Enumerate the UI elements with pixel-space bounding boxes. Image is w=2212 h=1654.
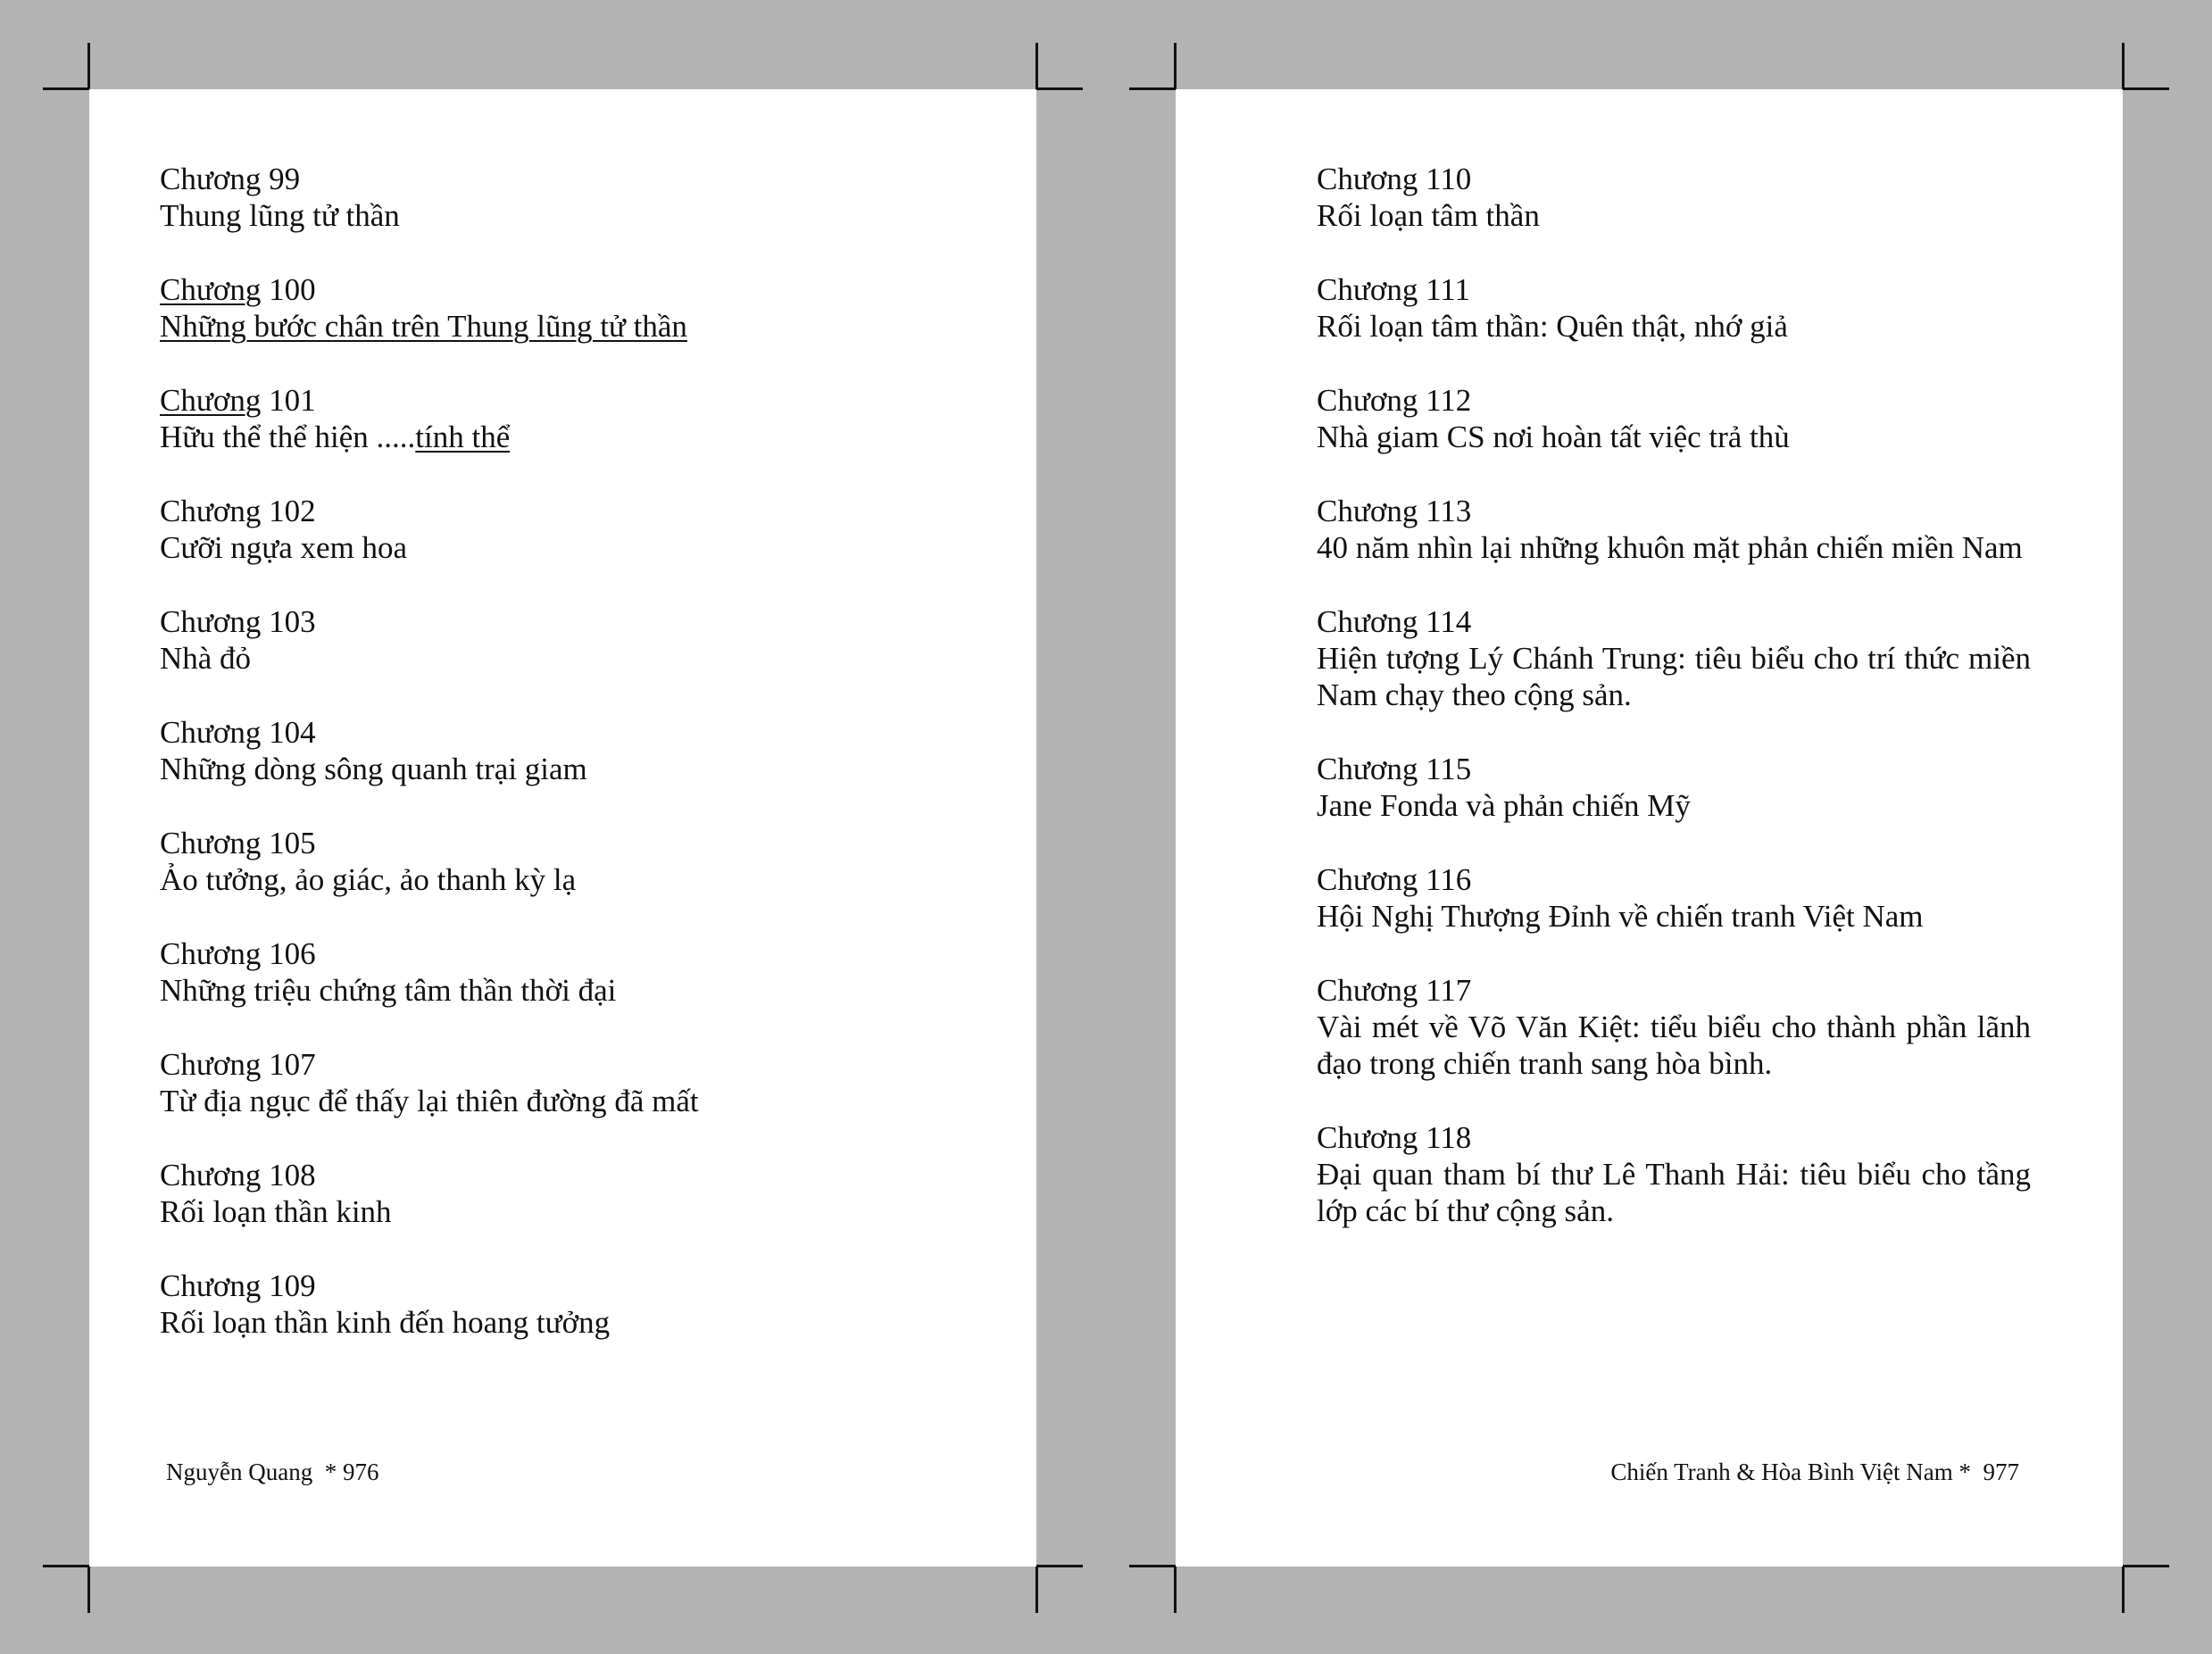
- chapter-number: Chương 101: [160, 383, 316, 418]
- crop-mark: [87, 1567, 90, 1613]
- chapter-entry: [1317, 861, 2031, 935]
- crop-mark: [1035, 1567, 1038, 1613]
- chapter-title: Vài mét về Võ Văn Kiệt: tiểu biểu cho thành phần lãnh đạo trong chiến tranh sang hòa bình.: [1317, 1010, 2031, 1081]
- chapter-number: Chương 112: [1317, 383, 1472, 418]
- chapter-entry: [1317, 751, 2031, 824]
- chapter-number: Chương 105: [160, 826, 316, 860]
- crop-mark: [2122, 1567, 2125, 1613]
- chapter-number: Chương 117: [1317, 973, 1472, 1008]
- page-footer: Chiến Tranh & Hòa Bình Việt Nam * 977: [1610, 1459, 2019, 1485]
- chapter-entry: [1317, 161, 2031, 234]
- crop-mark: [43, 1565, 89, 1567]
- chapter-entry: [160, 603, 963, 677]
- crop-mark: [43, 87, 89, 90]
- crop-mark: [1036, 87, 1083, 90]
- underlined-text: Chương: [160, 383, 262, 418]
- chapter-entry: [160, 1157, 963, 1230]
- chapter-number: Chương 113: [1317, 494, 1472, 528]
- chapter-number: Chương 103: [160, 604, 316, 639]
- chapter-title: Những triệu chứng tâm thần thời đại: [160, 973, 617, 1008]
- chapter-number: Chương 104: [160, 715, 316, 750]
- chapter-number: Chương 108: [160, 1158, 316, 1193]
- chapter-number: Chương 102: [160, 494, 316, 528]
- chapter-title: Nhà đỏ: [160, 641, 252, 676]
- chapter-title: [160, 308, 963, 345]
- chapter-title: Ảo tưởng, ảo giác, ảo thanh kỳ lạ: [160, 862, 577, 897]
- underlined-text: Chương: [160, 272, 262, 307]
- chapter-title: 40 năm nhìn lại những khuôn mặt phản chiến miền Nam: [1317, 530, 2023, 565]
- chapter-title: Jane Fonda và phản chiến Mỹ: [1317, 788, 1691, 823]
- page-footer: Nguyễn Quang * 976: [166, 1459, 379, 1485]
- chapter-number: Chương 109: [160, 1268, 316, 1303]
- chapter-entry: [1317, 603, 2031, 713]
- chapter-number: Chương 100: [160, 272, 316, 307]
- chapter-number: Chương 107: [160, 1047, 316, 1082]
- right-page: [1176, 89, 2123, 1567]
- chapter-entry: [1317, 972, 2031, 1082]
- chapter-entry: [1317, 493, 2031, 566]
- chapter-title: Rối loạn thần kinh: [160, 1194, 392, 1229]
- chapter-number: Chương 111: [1317, 272, 1470, 307]
- chapter-number: Chương 116: [1317, 862, 1472, 897]
- crop-mark: [2122, 43, 2125, 89]
- chapter-entry: [160, 825, 963, 898]
- chapter-entry: [160, 161, 963, 234]
- chapter-entry: [160, 382, 963, 455]
- chapter-entry: [160, 271, 963, 345]
- chapter-number: Chương 106: [160, 936, 316, 971]
- crop-mark: [1035, 43, 1038, 89]
- crop-mark: [1174, 1567, 1177, 1613]
- chapter-entry: [160, 1046, 963, 1119]
- chapter-number: Chương 110: [1317, 162, 1472, 196]
- chapter-title: Rối loạn thần kinh đến hoang tưởng: [160, 1305, 611, 1340]
- chapter-entry: [160, 493, 963, 566]
- chapter-title: Đại quan tham bí thư Lê Thanh Hải: tiêu biểu cho tầng lớp các bí thư cộng sản.: [1317, 1157, 2031, 1228]
- chapter-title: Hữu thể thể hiện .....tính thể: [160, 420, 511, 454]
- chapter-entry: [1317, 1119, 2031, 1229]
- left-page: [89, 89, 1036, 1567]
- chapter-title: Nhà giam CS nơi hoàn tất việc trả thù: [1317, 420, 1790, 454]
- chapter-number: Chương 114: [1317, 604, 1472, 639]
- crop-mark: [87, 43, 90, 89]
- chapter-title: Cưỡi ngựa xem hoa: [160, 530, 408, 565]
- crop-mark: [2123, 1565, 2169, 1567]
- underlined-text: tính thể: [415, 420, 511, 454]
- chapter-title: Hiện tượng Lý Chánh Trung: tiêu biểu cho trí thức miền Nam chạy theo cộng sản.: [1317, 641, 2031, 712]
- chapter-entry: [1317, 271, 2031, 345]
- chapter-title: Hội Nghị Thượng Đỉnh về chiến tranh Việt Nam: [1317, 899, 1924, 934]
- chapter-title: Những dòng sông quanh trại giam: [160, 752, 587, 786]
- chapter-entry: [160, 1268, 963, 1341]
- chapter-entry: [1317, 382, 2031, 455]
- crop-mark: [1036, 1565, 1083, 1567]
- chapter-number: Chương 118: [1317, 1120, 1472, 1155]
- underlined-text: Những bước chân trên Thung lũng tử thần: [160, 309, 687, 344]
- chapter-list: [160, 161, 963, 1378]
- chapter-number: Chương 99: [160, 162, 301, 196]
- crop-mark: [1174, 43, 1177, 89]
- chapter-number: Chương 115: [1317, 752, 1472, 786]
- chapter-title: Từ địa ngục để thấy lại thiên đường đã mất: [160, 1084, 699, 1118]
- crop-mark: [1129, 1565, 1176, 1567]
- chapter-title: Thung lũng tử thần: [160, 198, 400, 233]
- chapter-entry: [160, 714, 963, 787]
- chapter-title: Rối loạn tâm thần: Quên thật, nhớ giả: [1317, 309, 1788, 344]
- chapter-list: [1317, 161, 2031, 1267]
- chapter-entry: [160, 935, 963, 1009]
- crop-mark: [1129, 87, 1176, 90]
- chapter-title: Rối loạn tâm thần: [1317, 198, 1540, 233]
- crop-mark: [2123, 87, 2169, 90]
